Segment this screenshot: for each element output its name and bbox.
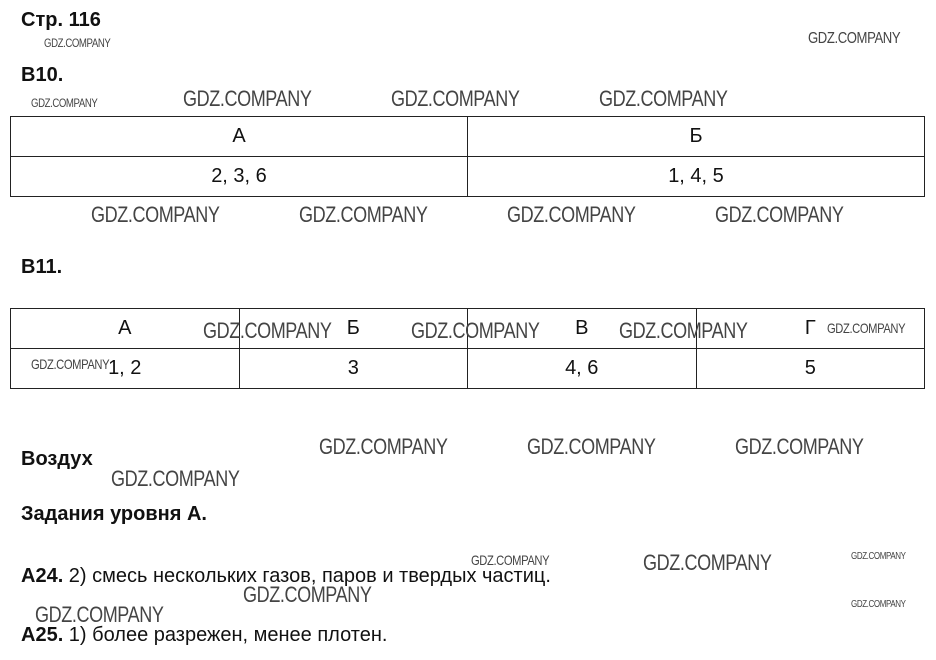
watermark: GDZ.COMPANY — [827, 320, 906, 336]
watermark: GDZ.COMPANY — [319, 434, 448, 459]
watermark: GDZ.COMPANY — [471, 552, 550, 568]
watermark: GDZ.COMPANY — [243, 582, 372, 607]
watermark: GDZ.COMPANY — [643, 550, 772, 575]
watermark: GDZ.COMPANY — [203, 318, 332, 343]
b11-header-v: В — [468, 309, 697, 349]
b10-table — [10, 116, 925, 197]
b11-value-b: 3 — [239, 349, 468, 389]
b10-value-a: 2, 3, 6 — [11, 157, 468, 197]
table-header-row — [11, 117, 925, 157]
watermark: GDZ.COMPANY — [735, 434, 864, 459]
b11-header-a: А — [11, 309, 240, 349]
b11-value-a: 1, 2 — [11, 349, 240, 389]
watermark: GDZ.COMPANY — [715, 202, 844, 227]
watermark: GDZ.COMPANY — [507, 202, 636, 227]
watermark: GDZ.COMPANY — [111, 466, 240, 491]
b10-header-a: А — [11, 117, 468, 157]
watermark: GDZ.COMPANY — [31, 96, 98, 110]
b11-header-b: Б — [239, 309, 468, 349]
watermark: GDZ.COMPANY — [183, 86, 312, 111]
watermark: GDZ.COMPANY — [35, 602, 164, 627]
watermark: GDZ.COMPANY — [851, 599, 906, 610]
b11-value-g: 5 — [696, 349, 925, 389]
watermark: GDZ.COMPANY — [299, 202, 428, 227]
b10-header-b: Б — [468, 117, 925, 157]
watermark: GDZ.COMPANY — [391, 86, 520, 111]
answer-text: 2) смесь нескольких газов, паров и твердых частиц. — [63, 565, 551, 587]
table-row — [11, 157, 925, 197]
b11-heading: B11. — [21, 256, 63, 278]
watermark: GDZ.COMPANY — [31, 356, 110, 372]
watermark: GDZ.COMPANY — [808, 30, 901, 47]
b10-value-b: 1, 4, 5 — [468, 157, 925, 197]
section-title: Воздух — [21, 448, 93, 470]
answer-label: А25. — [21, 624, 64, 646]
watermark: GDZ.COMPANY — [851, 551, 906, 562]
b11-header-g: Г — [696, 309, 925, 349]
watermark: GDZ.COMPANY — [599, 86, 728, 111]
b11-value-v: 4, 6 — [468, 349, 697, 389]
watermark: GDZ.COMPANY — [411, 318, 540, 343]
watermark: GDZ.COMPANY — [91, 202, 220, 227]
page-title: Стр. 116 — [21, 9, 101, 31]
watermark: GDZ.COMPANY — [527, 434, 656, 459]
watermark: GDZ.COMPANY — [44, 36, 111, 50]
answer-text: 1) более разрежен, менее плотен. — [63, 624, 388, 646]
answer-label: А24. — [21, 565, 64, 587]
watermark: GDZ.COMPANY — [619, 318, 748, 343]
b10-heading: B10. — [21, 64, 64, 86]
subsection-title: Задания уровня А. — [21, 503, 207, 525]
table-row — [11, 349, 925, 389]
